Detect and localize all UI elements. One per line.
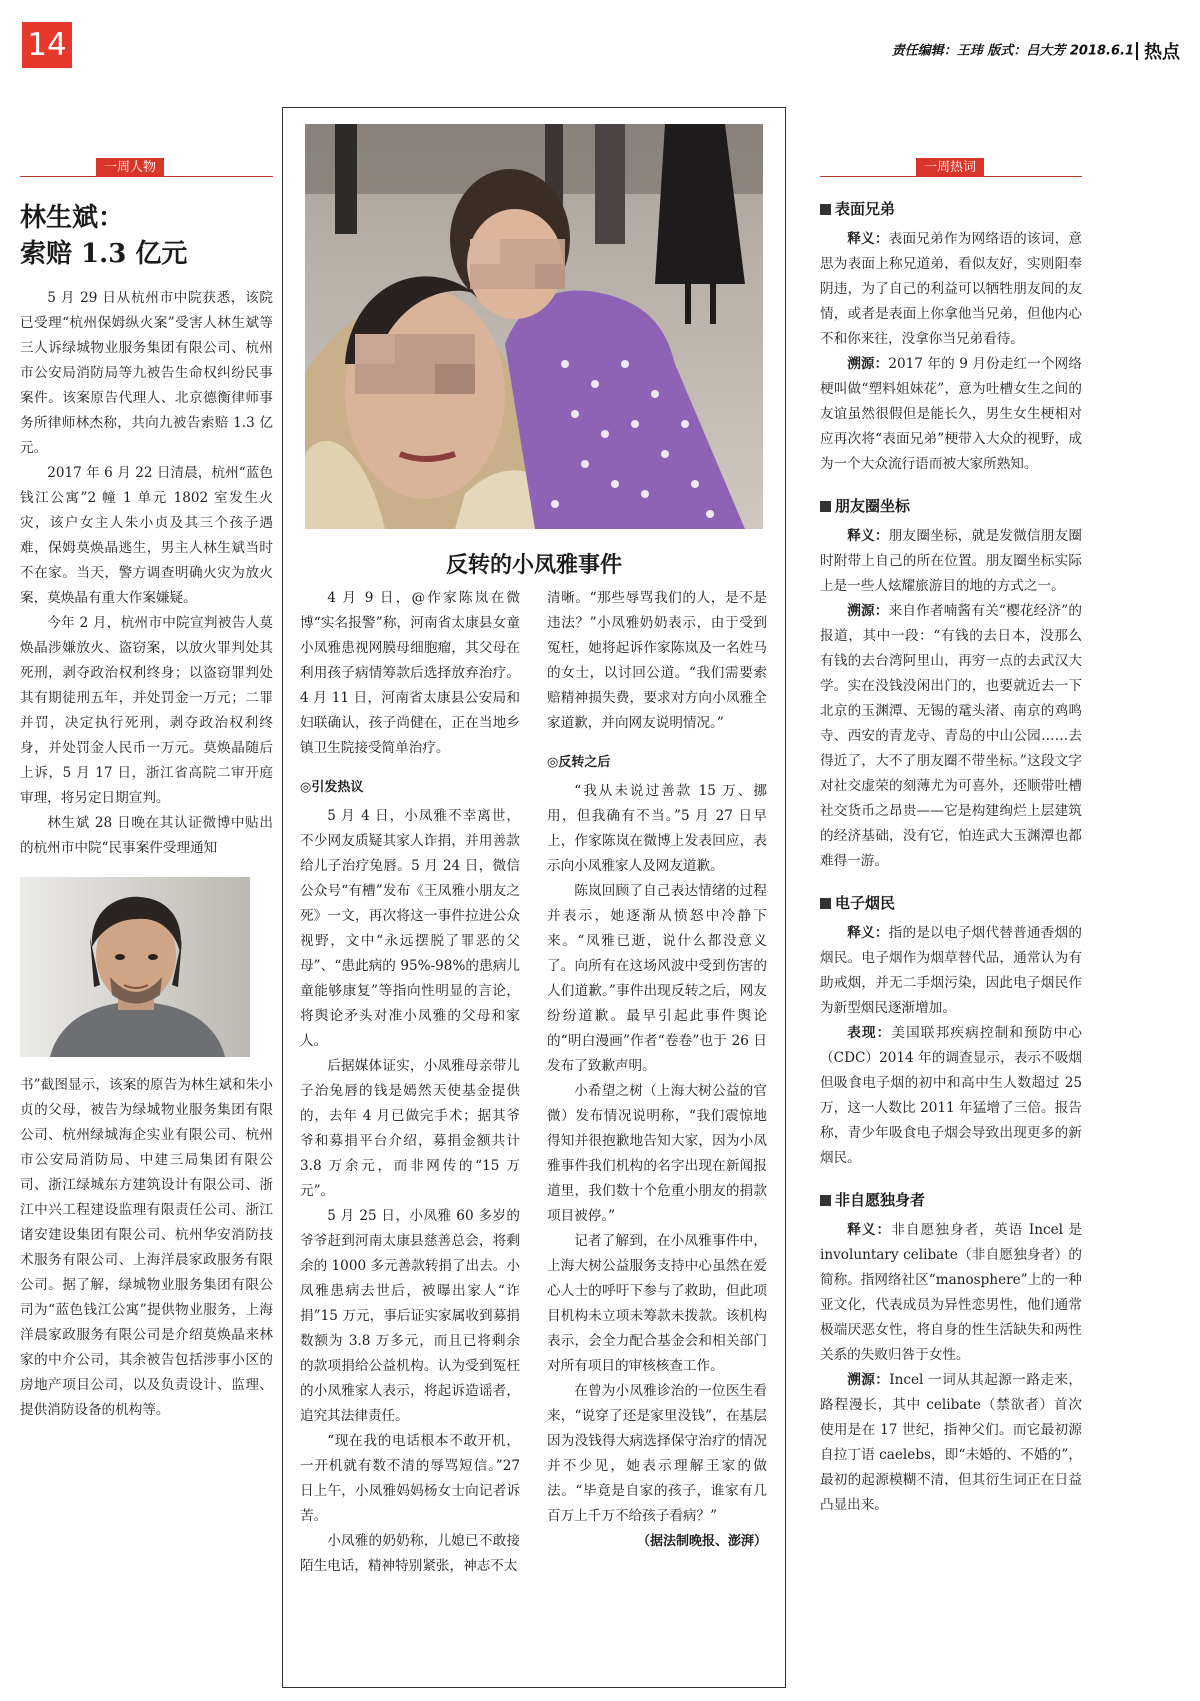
buzzword-paragraph bbox=[820, 227, 1082, 352]
feature-paragraph: “我从未说过善款 15 万、挪用，但我确有不当。”5 月 27 日早上，作家陈岚在微博上发表回应，表示向小凤雅家人及网友道歉。 bbox=[547, 783, 767, 874]
person-article-paragraph: 5 月 29 日从杭州市中院获悉，该院已受理“杭州保姆纵火案”受害人林生斌等三人诉绿城物业服务集团有限公司、杭州市公安局消防局等九被告生命权纠纷民事案件。该案原告代理人、北京德衡律师事务所律师林杰称，共向九被告索赔 1.3 亿元。 bbox=[20, 290, 273, 456]
page-header bbox=[0, 0, 1200, 80]
buzzword-title: 表面兄弟 bbox=[835, 200, 896, 218]
person-headline bbox=[20, 200, 273, 272]
buzzword-paragraph-key: 溯源： bbox=[847, 603, 889, 619]
square-bullet-icon bbox=[820, 898, 831, 909]
buzzword-heading bbox=[820, 892, 1082, 913]
feature-source-credit: （据法制晚报、澎湃） bbox=[636, 1534, 767, 1549]
feature-article-box bbox=[282, 107, 786, 1688]
feature-paragraph: 清晰。“那些辱骂我们的人，是不是违法？”小凤雅奶奶表示，由于受到冤枉，她将起诉作家陈岚及一名姓马的女士，以讨回公道。“我们需要索赔精神损失费，要求对方向小凤雅全家道歉，并向网友说明情况。” bbox=[547, 590, 767, 731]
feature-paragraph: 小希望之树（上海大树公益的官微）发布情况说明称，“我们震惊地得知并很抱歉地告知大家，因为小凤雅事件我们机构的名字出现在新闻报道里，我们数十个危重小朋友的捐款项目被停。” bbox=[547, 1083, 767, 1224]
buzzword-paragraph-key: 释义： bbox=[847, 231, 889, 247]
feature-article-title: 反转的小凤雅事件 bbox=[445, 553, 622, 578]
buzzword-paragraph-key: 溯源： bbox=[847, 1372, 890, 1388]
weekly-person-column bbox=[20, 160, 273, 1640]
weekly-buzzwords-column bbox=[820, 160, 1083, 1640]
buzzword-paragraph-text: 非自愿独身者，英语 Incel 是 involuntary celibate（非自愿独身者）的简称。指网络社区“manosphere”上的一种亚文化，代表成员为异性恋男性，他们通常极端厌恶女性，将自身的性生活缺失和两性关系的失败归咎于女性。 bbox=[820, 1222, 1082, 1363]
feature-subheading: ◎引发热议 bbox=[300, 780, 364, 795]
feature-article-column-1 bbox=[300, 586, 520, 1646]
feature-paragraph: 4 月 9 日，@作家陈岚在微博“实名报警”称，河南省太康县女童小凤雅患视网膜母细胞瘤，其父母在利用孩子病情筹款后选择放弃治疗。4 月 11 日，河南省太康县公安局和妇联确认，孩子尚健在，正在当地乡镇卫生院接受简单治疗。 bbox=[300, 590, 520, 756]
buzzword-title: 朋友圈坐标 bbox=[835, 497, 911, 515]
buzzword-paragraph-text: 朋友圈坐标，就是发微信朋友圈时附带上自己的所在位置。朋友圈坐标实际上是一些人炫耀旅游目的地的方式之一。 bbox=[820, 528, 1083, 594]
buzzword-heading bbox=[820, 198, 1082, 219]
page-number: 14 bbox=[22, 22, 72, 68]
buzzword-paragraph bbox=[820, 1368, 1082, 1518]
person-article-paragraph: 林生斌 28 日晚在其认证微博中贴出的杭州市中院“民事案件受理通知 bbox=[20, 815, 273, 856]
buzzword-paragraph-text: 美国联邦疾病控制和预防中心（CDC）2014 年的调查显示，表示不吸烟但吸食电子烟的初中和高中生人数超过 25 万，这一人数比 2011 年猛增了三倍。报告称，青少年吸食电子烟会导致出现更多的新烟民。 bbox=[820, 1025, 1083, 1166]
buzzword-paragraph-text: Incel 一词从其起源一路走来，路程漫长，其中 celibate（禁欲者）首次使用是在 17 世纪，指神父们。而它最初源自拉丁语 caelebs，即“未婚的、不婚的”，最初的起源模糊不清，但其衍生词正在日益凸显出来。 bbox=[820, 1372, 1082, 1513]
person-headline-line1: 林生斌： bbox=[20, 203, 125, 233]
buzzword-body bbox=[820, 921, 1082, 1171]
square-bullet-icon bbox=[820, 204, 831, 215]
feature-photo-mother-child bbox=[305, 124, 763, 529]
person-article-bottom: 书”截图显示，该案的原告为林生斌和朱小贞的父母，被告为绿城物业服务集团有限公司、杭州绿城海企实业有限公司、杭州市公安局消防局、中建三局集团有限公司、浙江绿城东方建筑设计有限公司、浙江中兴工程建设监理有限责任公司、浙江诸安建设集团有限公司、杭州华安消防技术服务有限公司、上海洋晨家政服务有限公司。据了解，绿城物业服务集团有限公司为“蓝色钱江公寓”提供物业服务，上海洋晨家政服务有限公司是介绍莫焕晶来林家的中介公司，其余被告包括涉事小区的房地产项目公司，以及负责设计、监理、提供消防设备的机构等。 bbox=[20, 1077, 273, 1418]
section-name: 热点 bbox=[1144, 42, 1180, 63]
weekly-person-label-bar bbox=[20, 158, 273, 182]
feature-subheading: ◎反转之后 bbox=[547, 755, 611, 770]
buzzword-paragraph-text: 指的是以电子烟代替普通香烟的烟民。电子烟作为烟草替代品，通常认为有助戒烟，并无二手烟污染，因此电子烟民作为新型烟民逐渐增加。 bbox=[820, 925, 1083, 1016]
feature-article-column-2 bbox=[547, 586, 767, 1676]
person-article-paragraph: 2017 年 6 月 22 日清晨，杭州“蓝色钱江公寓”2 幢 1 单元 1802 室发生火灾，该户女主人朱小贞及其三个孩子遇难，保姆莫焕晶逃生，男主人林生斌当时不在家。当天，警方调查明确火灾为放火案，莫焕晶有重大作案嫌疑。 bbox=[20, 465, 273, 606]
buzzword-paragraph bbox=[820, 1218, 1082, 1368]
feature-paragraph: 后据媒体证实，小凤雅母亲带儿子治兔唇的钱是嫣然天使基金提供的，去年 4 月已做完手术；据其爷爷和募捐平台介绍，募捐金额共计 3.8 万余元，而非网传的“15 万元”。 bbox=[300, 1058, 520, 1199]
weekly-person-label: 一周人物 bbox=[96, 158, 164, 177]
feature-paragraph: 5 月 25 日，小凤雅 60 多岁的爷爷赶到河南太康县慈善总会，将剩余的 1000 多元善款转捐了出去。小凤雅患病去世后，被曝出家人“诈捐”15 万元，事后证实家属收到募捐数额为 3.8 万多元，而且已将剩余的款项捐给公益机构。认为受到冤枉的小凤雅家人表示，将起诉造谣者，追究其法律责任。 bbox=[300, 1208, 520, 1424]
buzzword-body bbox=[820, 1218, 1082, 1518]
buzzword-paragraph-text: 2017 年的 9 月份走红一个网络梗叫做“塑料姐妹花”，意为吐槽女生之间的友谊虽然很假但是能长久，男生女生梗相对应再次将“表面兄弟”梗带入大众的视野，成为一个大众流行语而被大家所熟知。 bbox=[820, 356, 1082, 472]
buzzword-paragraph-text: 来自作者喃酱有关“樱花经济”的报道，其中一段：“有钱的去日本，没那么有钱的去台湾阿里山，再穷一点的去武汉大学。实在没钱没闲出门的，也要就近去一下北京的玉渊潭、无锡的鼋头渚、南京的鸡鸣寺、西安的青龙寺、青岛的中山公园……去得近了，大不了朋友圈不带坐标。”这段文字对社交虚荣的刻薄尤为可喜外，还顺带吐槽社交货币之昂贵——它是构建绚烂上层建筑的经济基础，没有它，怕连武大玉渊潭也都难得一游。 bbox=[820, 603, 1083, 869]
person-article-paragraph: 今年 2 月，杭州市中院宣判被告人莫焕晶涉嫌放火、盗窃案，以放火罪判处其死刑，剥夺政治权利终身；以盗窃罪判处其有期徒刑五年，并处罚金一万元；二罪并罚，决定执行死刑，剥夺政治权利终身，并处罚金人民币一万元。莫焕晶随后上诉，5 月 17 日，浙江省高院二审开庭审理，将另定日期宣判。 bbox=[20, 615, 273, 806]
square-bullet-icon bbox=[820, 501, 831, 512]
person-article-top bbox=[20, 286, 273, 861]
buzzword-body bbox=[820, 227, 1082, 477]
buzzword-heading bbox=[820, 1189, 1082, 1210]
person-headline-line2: 索赔 1.3 亿元 bbox=[20, 239, 188, 269]
buzzword-title: 非自愿独身者 bbox=[835, 1191, 926, 1209]
feature-paragraph: “现在我的电话根本不敢开机，一开机就有数不清的辱骂短信。”27 日上午，小凤雅妈妈杨女士向记者诉苦。 bbox=[300, 1433, 520, 1524]
buzzword-paragraph-key: 释义： bbox=[847, 1222, 892, 1238]
buzzword-paragraph-key: 表现： bbox=[847, 1025, 892, 1041]
buzzword-paragraph bbox=[820, 352, 1082, 477]
buzzword-paragraph bbox=[820, 599, 1082, 874]
buzzword-paragraph-key: 释义： bbox=[847, 528, 889, 544]
buzzword-paragraph bbox=[820, 1021, 1082, 1171]
header-info bbox=[892, 38, 1180, 64]
weekly-buzzwords-label-bar bbox=[820, 158, 1082, 182]
buzzword-heading bbox=[820, 495, 1082, 516]
feature-paragraph: 在曾为小凤雅诊治的一位医生看来，“说穿了还是家里没钱”，在基层因为没钱得大病选择保守治疗的情况并不少见，她表示理解王家的做法。“毕竟是自家的孩子，谁家有几百万上千万不给孩子看病？” bbox=[547, 1383, 767, 1524]
buzzword-paragraph bbox=[820, 921, 1082, 1021]
weekly-buzzwords-label: 一周热词 bbox=[916, 158, 984, 177]
buzzword-paragraph-text: 表面兄弟作为网络语的该词，意思为表面上称兄道弟，看似友好，实则阳奉阴违，为了自己的利益可以牺牲朋友间的友情，或者是表面上你拿他当兄弟，但他内心不和你来往，没拿你当兄弟看待。 bbox=[820, 231, 1083, 347]
header-separator bbox=[1136, 42, 1138, 60]
feature-paragraph: 小凤雅的奶奶称，儿媳已不敢接陌生电话，精神特别紧张，神志不太 bbox=[300, 1533, 520, 1574]
buzzword-body bbox=[820, 524, 1082, 874]
buzzword-title: 电子烟民 bbox=[835, 894, 896, 912]
feature-paragraph: 5 月 4 日，小凤雅不幸离世，不少网友质疑其家人诈捐，并用善款给儿子治疗兔唇。5 月 24 日，微信公众号“有槽”发布《王凤雅小朋友之死》一文，再次将这一事件拉进公众视野，文中“永远摆脱了罪恶的父母”、“患此病的 95%-98%的患病儿童能够康复”等指向性明显的言论，将舆论矛头对准小凤雅的父母和家人。 bbox=[300, 808, 520, 1049]
square-bullet-icon bbox=[820, 1195, 831, 1206]
buzzword-paragraph-key: 释义： bbox=[847, 925, 889, 941]
feature-paragraph: 记者了解到，在小凤雅事件中，上海大树公益服务支持中心虽然在爱心人士的呼吁下参与了救助，但此项目机构未立项未筹款未拨款。该机构表示，会全力配合基金会和相关部门对所有项目的审核核查工作。 bbox=[547, 1233, 767, 1374]
buzzword-paragraph-key: 溯源： bbox=[847, 356, 889, 372]
buzzword-paragraph bbox=[820, 524, 1082, 599]
buzzword-list bbox=[820, 198, 1082, 1518]
editor-line: 责任编辑：王玮 版式：吕大芳 2018.6.1 bbox=[891, 43, 1134, 59]
person-portrait-photo bbox=[20, 877, 250, 1057]
feature-paragraph: 陈岚回顾了自己表达情绪的过程并表示，她逐渐从愤怒中冷静下来。“凤雅已逝，说什么都没意义了。向所有在这场风波中受到伤害的人们道歉。”事件出现反转之后，网友纷纷道歉。最早引起此事件舆论的“明白漫画”作者“卷卷”也于 26 日发布了致歉声明。 bbox=[547, 883, 767, 1074]
